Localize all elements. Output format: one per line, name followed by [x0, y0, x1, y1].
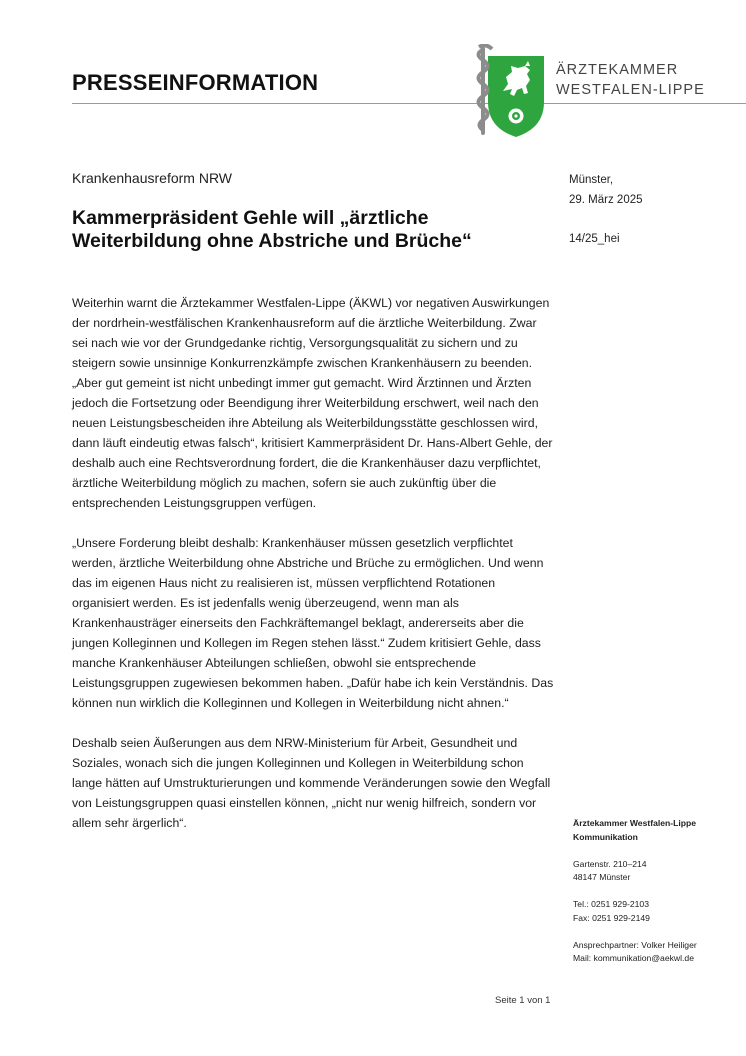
contact-street: Gartenstr. 210–214	[573, 858, 647, 869]
paragraph: „Unsere Forderung bleibt deshalb: Krankenhäuser müssen gesetzlich verpflichtet werden, ärztliche Weiterbildung ohne Abstriche und Brüche zu ermöglichen. Und wenn das im eigenen Haus nicht zu realisieren ist, müssen verpflichtend Rotationen organisiert werden. Es ist jedenfalls wenig überzeugend, wenn man als Krankenhausträger einerseits den Fachkräftemangel beklagt, andererseits aber die jungen Kolleginnen und Kollegen im Regen stehen lässt.“ Zudem kritisiert Gehle, dass manche Krankenhäuser Abteilungen schließen, obwohl sie entsprechende Leistungsgruppen zugewiesen bekommen haben. „Dafür habe ich kein Verständnis. Das können nun wirklich die Kolleginnen und Kollegen in Weiterbildung nicht ahnen.“	[72, 536, 554, 710]
contact-org: Ärztekammer Westfalen-Lippe	[573, 818, 697, 828]
date-block	[569, 170, 643, 210]
place: Münster,	[569, 174, 614, 186]
aekwl-shield-icon	[470, 44, 546, 138]
headline-line1: Kammerpräsident Gehle will „ärztliche	[72, 207, 429, 229]
contact-city: 48147 Münster	[573, 872, 631, 882]
contact-block	[573, 817, 697, 966]
page-title: PRESSEINFORMATION	[72, 70, 319, 95]
paragraph: Weiterhin warnt die Ärztekammer Westfalen-Lippe (ÄKWL) vor negativen Auswirkungen der nordrhein-westfälischen Krankenhausreform auf die ärztliche Weiterbildung. Zwar sei nach wie vor der Grundgedanke richtig, Versorgungsqualität zu sichern und zu steigern sowie unsinnige Konkurrenzkämpfe zwischen Krankenhäusern zu beenden. „Aber gut gemeint ist nicht unbedingt immer gut gemacht. Wird Ärztinnen und Ärzten jedoch die Fortsetzung oder Beendigung ihrer Weiterbildung erschwert, weil nach den neuen Leistungsbescheiden ihre Abteilung als Weiterbildungsstätte geschlossen wird, dann läuft eindeutig etwas falsch“, kritisiert Kammerpräsident Dr. Hans-Albert Gehle, der deshalb auch eine Rechtsverordnung fordert, die die Krankenhäuser dazu verpflichtet, ärztliche Weiterbildung möglich zu machen, sofern sie auch zukünftig über die entsprechenden Leistungsgruppen verfügen.	[72, 296, 553, 510]
article-subject: Krankenhausreform NRW	[72, 170, 233, 186]
reference-number: 14/25_hei	[569, 233, 620, 245]
paragraph: Deshalb seien Äußerungen aus dem NRW-Ministerium für Arbeit, Gesundheit und Soziales, wonach sich die jungen Kolleginnen und Kollegen in Weiterbildung schon lange hätten auf Umstrukturierungen und kommende Veränderungen sowie den Wegfall von Leistungsgruppen quasi einstellen können, „nicht nur wenig hilfreich, sondern vor allem sehr ärgerlich“.	[72, 736, 551, 830]
contact-tel: Tel.: 0251 929-2103	[573, 899, 649, 909]
article-body	[72, 293, 554, 853]
page-number: Seite 1 von 1	[495, 995, 551, 1006]
aekwl-logo	[470, 44, 546, 138]
organisation-name	[556, 60, 705, 100]
article-headline	[72, 207, 512, 253]
contact-fax: Fax: 0251 929-2149	[573, 912, 650, 923]
headline-line2: Weiterbildung ohne Abstriche und Brüche“	[72, 230, 472, 252]
header-divider	[72, 103, 746, 104]
org-name-line1: ÄRZTEKAMMER	[556, 62, 679, 78]
org-name-line2: WESTFALEN-LIPPE	[556, 82, 705, 98]
contact-mail[interactable]: Mail: kommunikation@aekwl.de	[573, 953, 694, 963]
contact-dept: Kommunikation	[573, 831, 638, 842]
contact-person: Ansprechpartner: Volker Heiliger	[573, 939, 697, 950]
date: 29. März 2025	[569, 194, 643, 206]
